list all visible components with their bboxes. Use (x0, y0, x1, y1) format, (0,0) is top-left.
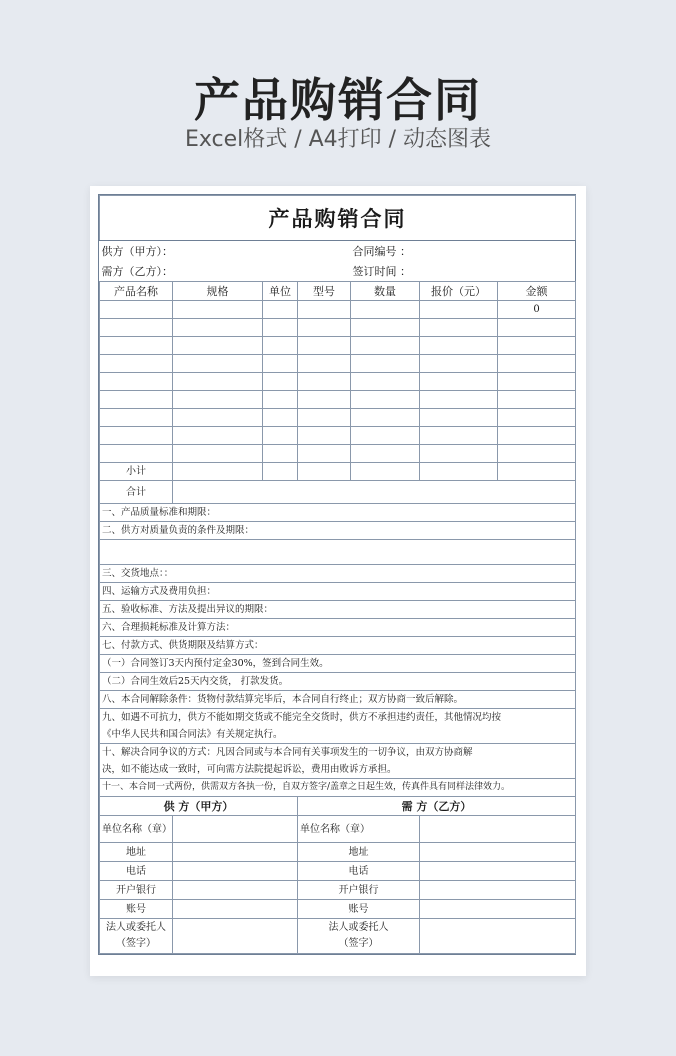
contract-table (99, 195, 576, 954)
buyer-rep-line1: 法人或委托人 (328, 922, 389, 933)
clause-11: 十一、本合同一式两份，供需双方各执一份，自双方签字/盖章之日起生效，传真件具有同样法律效力。 (100, 779, 576, 797)
header-model: 型号 (298, 282, 351, 301)
clause-1: 一、产品质量标准和期限： (100, 504, 576, 522)
table-row (100, 319, 576, 337)
table-row (100, 391, 576, 409)
clause-7: 七、付款方式、供货期限及结算方式： (100, 637, 576, 655)
buyer-company-label: 单位名称（章） (298, 816, 420, 843)
supplier-phone-label: 电话 (100, 862, 173, 881)
contract-paper (90, 186, 586, 976)
clauses (100, 504, 576, 797)
buyer-account-label: 账号 (298, 900, 420, 919)
buyer-bank-label: 开户银行 (298, 881, 420, 900)
clause-10b: 决，如不能达成一致时，可向需方法院提起诉讼，费用由败诉方承担。 (100, 761, 576, 779)
buyer-address-label: 地址 (298, 843, 420, 862)
contract-no-label: 合同编号 ： (352, 244, 411, 258)
header-amount: 金额 (498, 282, 576, 301)
document-title: 产品购销合同 (100, 196, 576, 241)
total-label: 合计 (100, 481, 173, 504)
clause-5: 五、验收标准、方法及提出异议的期限： (100, 601, 576, 619)
signature-block (100, 797, 576, 954)
table-row (100, 373, 576, 391)
supplier-rep-line2: （签字） (116, 938, 156, 949)
banner-title: 产品购销合同 (194, 73, 482, 127)
supplier-label: 供方（甲方）： (101, 244, 173, 258)
item-rows (100, 301, 576, 504)
supplier-rep-line1: 法人或委托人 (106, 922, 166, 933)
buyer-rep-label (298, 919, 420, 954)
sign-date-label: 签订时间 ： (351, 261, 576, 282)
supplier-header: 供 方（甲方） (100, 797, 298, 816)
contract-sheet (98, 194, 576, 955)
buyer-rep-line2: （签字） (338, 938, 379, 949)
clause-9b: 《中华人民共和国合同法》有关规定执行。 (100, 726, 576, 744)
buyer-header: 需 方（乙方） (298, 797, 576, 816)
header-quantity: 数量 (351, 282, 420, 301)
clause-6: 六、合理损耗标准及计算方法： (100, 619, 576, 637)
banner-subtitle: Excel格式 / A4打印 / 动态图表 (184, 127, 492, 152)
table-row (100, 301, 576, 319)
supplier-rep-label (100, 919, 173, 954)
header-unit: 单位 (263, 282, 298, 301)
subtotal-label: 小计 (100, 463, 173, 481)
amount-cell: 0 (498, 301, 576, 319)
buyer-label: 需方（乙方）： (100, 261, 351, 282)
clause-2: 二、供方对质量负责的条件及期限： (100, 522, 576, 540)
clause-3: 三、交货地点：： (100, 565, 576, 583)
buyer-phone-label: 电话 (298, 862, 420, 881)
table-row (100, 337, 576, 355)
clause-8: 八、本合同解除条件：货物付款结算完毕后，本合同自行终止；双方协商一致后解除。 (100, 691, 576, 709)
supplier-address-label: 地址 (100, 843, 173, 862)
clause-2-blank (100, 540, 576, 565)
table-row (100, 445, 576, 463)
clause-9a: 九、如遇不可抗力，供方不能如期交货或不能完全交货时，供方不承担违约责任，其他情况均按 (100, 709, 576, 727)
supplier-company-label: 单位名称（章） (100, 816, 173, 843)
table-row (100, 427, 576, 445)
header-price: 报价（元） (420, 282, 498, 301)
clause-7b: （二）合同生效后25天内交货， 打款发货。 (100, 673, 576, 691)
supplier-account-label: 账号 (100, 900, 173, 919)
clause-10a: 十、解决合同争议的方式：凡因合同或与本合同有关事项发生的一切争议，由双方协商解 (100, 744, 576, 762)
table-row (100, 409, 576, 427)
supplier-bank-label: 开户银行 (100, 881, 173, 900)
total-row (100, 481, 576, 504)
header-product-name: 产品名称 (100, 282, 173, 301)
subtotal-row (100, 463, 576, 481)
clause-4: 四、运输方式及费用负担： (100, 583, 576, 601)
header-spec: 规格 (173, 282, 263, 301)
clause-7a: （一）合同签订3天内预付定金30%，签到合同生效。 (100, 655, 576, 673)
table-row (100, 355, 576, 373)
